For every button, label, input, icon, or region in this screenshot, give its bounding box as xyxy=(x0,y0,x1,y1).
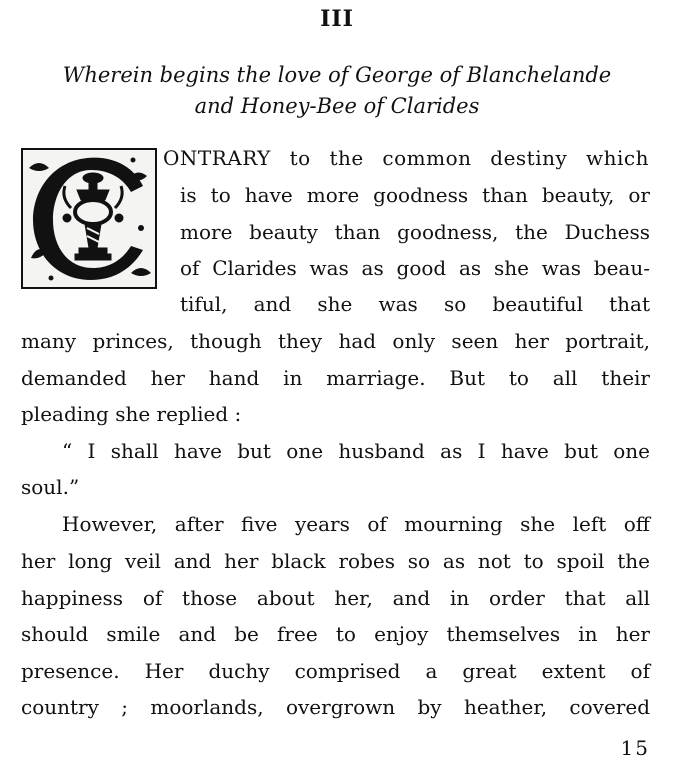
drop-cap-ornament xyxy=(21,148,157,289)
chapter-title-line-1: Wherein begins the love of George of Blanchelande xyxy=(62,63,612,87)
body-line: soul.” xyxy=(21,475,80,499)
chapter-title-line-2: and Honey-Bee of Clarides xyxy=(194,94,480,118)
chapter-title xyxy=(0,60,674,122)
body-line: tiful, and she was so beautiful that xyxy=(180,292,650,316)
body-line: However, after five years of mourning she left off xyxy=(62,512,650,536)
body-line: many princes, though they had only seen her portrait, xyxy=(21,329,650,353)
body-line: happiness of those about her, and in order that all xyxy=(21,586,650,610)
body-line: her long veil and her black robes so as not to spoil the xyxy=(21,549,650,573)
page-number: 15 xyxy=(620,736,650,760)
chapter-number: III xyxy=(320,6,354,32)
body-line: more beauty than goodness, the Duchess xyxy=(180,220,650,244)
body-line: “ I shall have but one husband as I have but one xyxy=(62,439,650,463)
body-line: ONTRARY to the common destiny which xyxy=(163,146,649,170)
body-line: of Clarides was as good as she was beau- xyxy=(180,256,650,280)
body-line: presence. Her duchy comprised a great extent of xyxy=(21,659,650,683)
body-line: demanded her hand in marriage. But to all their xyxy=(21,366,650,390)
drop-cap-c-icon xyxy=(21,148,157,289)
body-line: should smile and be free to enjoy themselves in her xyxy=(21,622,650,646)
body-line: is to have more goodness than beauty, or xyxy=(180,183,650,207)
body-line: country ; moorlands, overgrown by heather, covered xyxy=(21,695,650,719)
body-line: pleading she replied : xyxy=(21,402,242,426)
